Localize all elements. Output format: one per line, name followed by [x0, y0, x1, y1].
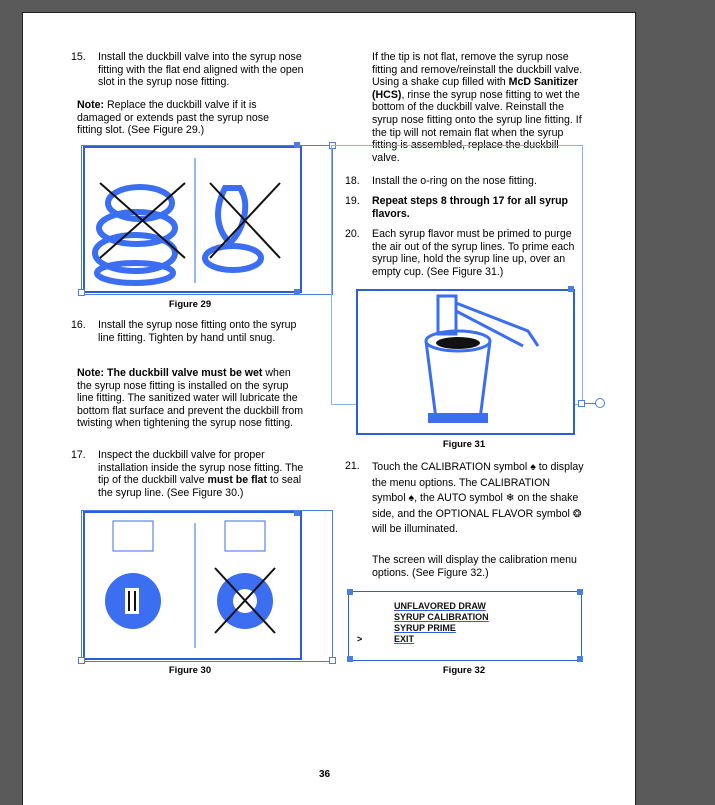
- continuation-text-a: If the tip is not flat, remove the syrup nose fitting and remove/reinstall the duckbill valve. Using a shake cup filled with: [372, 51, 583, 89]
- page-number: 36: [319, 769, 331, 780]
- resize-handle[interactable]: [347, 589, 353, 595]
- step-19-text: Repeat steps 8 through 17 for all syrup flavors.: [372, 195, 569, 220]
- step-17-text: [98, 449, 308, 499]
- step-21-text-d: on the shake side, and the OPTIONAL FLAVOR symbol: [372, 492, 579, 520]
- note-2-emphasis: The duckbill valve must be wet: [104, 367, 263, 379]
- step-21-number: 21.: [345, 460, 360, 472]
- resize-handle[interactable]: [294, 142, 300, 148]
- step-18-text: Install the o-ring on the nose fitting.: [372, 175, 537, 187]
- resize-handle[interactable]: [329, 657, 336, 664]
- resize-handle[interactable]: [577, 589, 583, 595]
- figure-31-caption: Figure 31: [442, 439, 486, 450]
- step-21-text-e: will be illuminated.: [372, 523, 458, 535]
- figure-31-illustration: [358, 291, 573, 433]
- note-label: Note:: [77, 367, 105, 379]
- resize-handle[interactable]: [294, 510, 300, 516]
- resize-handle[interactable]: [78, 657, 85, 664]
- figure-31: [356, 289, 575, 435]
- menu-item-syrup-calibration: SYRUP CALIBRATION: [394, 612, 489, 622]
- resize-handle[interactable]: [78, 289, 85, 296]
- note-1-text: Replace the duckbill valve if it is damaged or extends past the syrup nose fitting slot. (See Figure 29.): [77, 99, 269, 137]
- menu-item-exit: EXIT: [394, 634, 415, 644]
- step-15-text: Install the duckbill valve into the syrup nose fitting with the flat end aligned with the open slot in the syrup nose fitting.: [98, 51, 304, 89]
- step-20-number: 20.: [345, 228, 360, 240]
- figure-30-caption: Figure 30: [168, 665, 212, 676]
- document-page: [22, 12, 636, 805]
- menu-item-unflavored-draw: UNFLAVORED DRAW: [394, 601, 486, 611]
- figure-30-illustration: [85, 513, 300, 658]
- note-2-text: when the syrup nose fitting is installed on the syrup line fitting. The sanitized water will lubricate the bottom flat surface and prevent the duckbill from twisting when tightening the syrup nose fitting.: [77, 367, 304, 430]
- step-17-emphasis: must be flat: [207, 474, 267, 487]
- step-21-paragraph-2: The screen will display the calibration menu options. (See Figure 32.): [372, 554, 577, 579]
- note-2: [77, 367, 305, 430]
- menu-cursor: >: [357, 634, 363, 644]
- step-17-text-a: Inspect the duckbill valve for proper installation inside the syrup nose fitting. The tip of the duckbill valve: [98, 449, 304, 487]
- continuation-emphasis: McD Sanitizer (HCS): [372, 76, 579, 101]
- calibration-icon: ♠: [408, 492, 415, 504]
- step-19-number: 19.: [345, 195, 360, 207]
- optional-flavor-icon: ❂: [572, 507, 582, 520]
- resize-handle[interactable]: [347, 656, 353, 662]
- step-16-number: 16.: [71, 319, 86, 331]
- step-16-text: Install the syrup nose fitting onto the syrup line fitting. Tighten by hand until snug.: [98, 319, 297, 344]
- step-21-text: [372, 460, 584, 538]
- step-15-number: 15.: [71, 51, 86, 63]
- figure-29-illustration: [85, 148, 300, 291]
- step-17-text-b: to seal the syrup line. (See Figure 30.): [98, 474, 302, 499]
- figure-30: [83, 511, 302, 660]
- resize-handle[interactable]: [294, 289, 300, 295]
- figure-32: [348, 591, 582, 661]
- step-21-text-a: Touch the CALIBRATION symbol: [372, 461, 531, 473]
- continuation-text-b: , rinse the syrup nose fitting to wet the bottom of the duckbill valve. Reinstall the syrup nose fitting onto the syrup line fitting. If the tip will not remain flat when the syrup fitting is assembled, replace the duckbill valve.: [372, 88, 582, 164]
- step-20-text: Each syrup flavor must be primed to purge the air out of the syrup lines. To prime each syrup line, hold the syrup line up, over an empty cup. (See Figure 31.): [372, 228, 575, 278]
- note-label: Note:: [77, 99, 105, 111]
- resize-handle[interactable]: [568, 286, 574, 292]
- resize-handle[interactable]: [577, 656, 583, 662]
- figure-32-caption: Figure 32: [442, 665, 486, 676]
- figure-29-caption: Figure 29: [168, 299, 212, 310]
- step-21-text-b: to display the menu options. The CALIBRATION symbol: [372, 461, 584, 504]
- step-21-text-c: , the AUTO symbol: [414, 492, 506, 504]
- snowflake-icon: ❄: [505, 492, 515, 504]
- step-18-number: 18.: [345, 175, 360, 187]
- step-17-number: 17.: [71, 449, 86, 461]
- menu-item-syrup-prime: SYRUP PRIME: [394, 623, 456, 633]
- figure-29: [83, 146, 302, 293]
- note-1: [77, 99, 287, 137]
- rotate-handle[interactable]: [595, 398, 605, 408]
- resize-handle[interactable]: [578, 400, 585, 407]
- calibration-icon: ♠: [530, 461, 536, 473]
